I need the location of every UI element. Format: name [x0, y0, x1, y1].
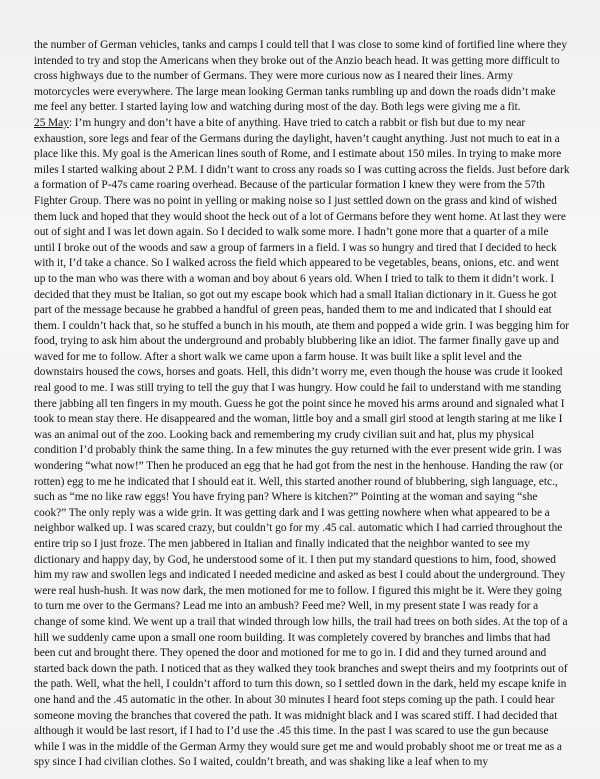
- entry-date: 25 May: [34, 116, 69, 129]
- body-text: [34, 38, 570, 771]
- paragraph-1: the number of German vehicles, tanks and camps I could tell that I was close to some kind of fortified line where they intended to try and stop the Americans when they broke out of the Anzio beach head. It was getting more difficult to cross highways due to the number of Germans. They were more curious now as I neared their lines. Army motorcycles were everywhere. The large mean looking German tanks rumbling up and down the roads didn’t make me feel any better. I started laying low and watching during most of the day. Both legs were giving me a fit.: [34, 39, 568, 114]
- entry-body: : I’m hungry and don’t have a bite of anything. Have tried to catch a rabbit or fish but due to my near exhaustion, sore legs and fear of the Germans during the daylight, haven’t caught anything. Just not much to eat in a place like this. My goal is the American lines south of Rome, and I estimate about 150 miles. In trying to make more miles I started walking about 2 P.M. I didn’t want to cross any roads so I was cutting across the fields. Just before dark a formation of P-47s came roaring overhead. Because of the particular formation I knew they were from the 57th Fighter Group. There was no point in yelling or making noise so I just settled down on the grass and kind of wished them luck and hoped that they would shoot the heck out of a lot of Germans before they went home. At last they were out of sight and I was let down again. So I decided to walk some more. I hadn’t gone more that a quarter of a mile until I broke out of the woods and saw a group of farmers in a field. I was so hungry and tired that I decided to heck with it, I’d take a chance. So I walked across the field which appeared to be vegetables, beans, onions, etc. and went up to the man who was there with a woman and boy about 6 years old. When I tried to talk to them it didn’t work. I decided that they must be Italian, so got out my escape book which had a small Italian dictionary in it. Guess he got part of the message because he grabbed a handful of green peas, handed them to me and indicated that I should eat them. I couldn’t hack that, so he stuffed a bunch in his mouth, ate them and popped a wide grin. I was begging him for food, trying to ask him about the underground and probably blubbering like an idiot. The farmer finally gave up and waved for me to follow. After a short walk we came upon a farm house. It was built like a split level and the downstairs housed the cows, horses and goats. Hell, this didn’t worry me, even though the house was crude it looked real good to me. I was still trying to tell the guy that I was hungry. How could he fail to understand with me standing there jabbing all ten fingers in my mouth. Guess he got the point since he moved his arms around and signaled what I took to mean stay there. He disappeared and the woman, little boy and a small girl stood at length staring at me like I was an animal out of the zoo. Looking back and remembering my crudy civilian suit and hat, plus my physical condition I’d probably think the same thing. In a few minutes the guy returned with the ever present wide grin. I was wondering “what now!” Then he produced an egg that he had got from the nest in the henhouse. Handing the raw (or rotten) egg to me he indicated that I should eat it. Well, this started another round of blubbering, sigh language, etc., such as “me no like raw eggs! You have frying pan? Where is kitchen?” Pointing at the woman and saying “she cook?” The only reply was a wide grin. It was getting dark and I was getting nowhere when what appeared to be a neighbor walked up. I was scared crazy, but couldn’t go for my .45 cal. automatic which I had carried throughout the entire trip so I just froze. The men jabbered in Italian and finally indicated that the neighbor wanted to see my dictionary and happy day, by God, he understood some of it. I then put my standard questions to him, food, showed him my raw and swollen legs and indicated I needed medicine and asked as best I could about the underground. They were real hush-hush. It was now dark, the men motioned for me to follow. I figured this might be it. Were they going to turn me over to the Germans? Lead me into an ambush? Feed me? Well, in my present state I was ready for a change of some kind. We went up a trail that winded through low hills, the trail had trees on both sides. At the top of a hill we suddenly came upon a small one room building. It was completely covered by branches and limbs that had been cut and brought there. They opened the door and motioned for me to go in. I did and they turned around and started back down the path. I noticed that as they walked they took branches and swept theirs and my footprints out of the path. Well, what the hell, I couldn’t afford to turn this down, so I settled down in the dark, held my escape knife in one hand and the .45 automatic in the other. In about 30 minutes I heard foot steps coming up the path. I could hear someone moving the branches that covered the path. It was midnight black and I was scared stiff. I had decided that although it would be last resort, if I had to I’d use the .45 this time. In the past I was scared to use the gun because while I was in the middle of the German Army they would sure get me and would probably shoot me or treat me as a spy since I had civilian clothes. So I waited, couldn’t breath, and was shaking like a leaf when to my: [34, 116, 570, 769]
